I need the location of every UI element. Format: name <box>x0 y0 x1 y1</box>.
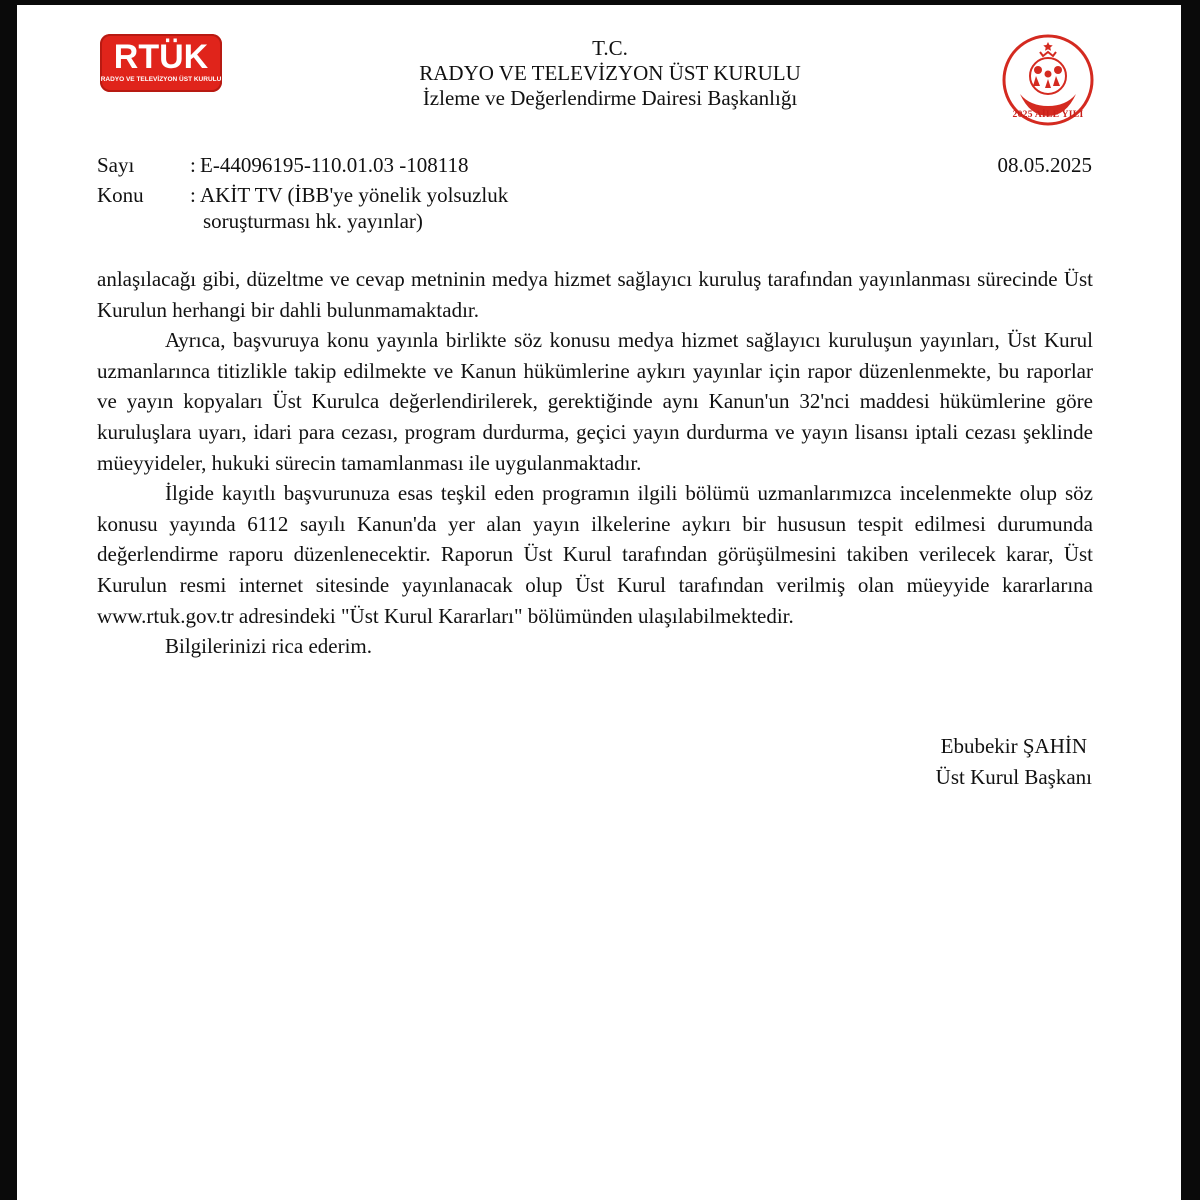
page-edge-left <box>0 0 17 1200</box>
sayi-value: E-44096195-110.01.03 -108118 <box>200 153 469 177</box>
paragraph-continuation: anlaşılacağı gibi, düzeltme ve cevap metninin medya hizmet sağlayıcı kuruluş tarafından yayınlanması sürecinde Üst Kurulun herhangi bir dahli bulunmamaktadır. <box>97 267 1093 322</box>
document-header <box>320 36 900 111</box>
rtuk-logo-subtitle: RADYO VE TELEVİZYON ÜST KURULU <box>100 76 222 83</box>
konu-value-line1: AKİT TV (İBB'ye yönelik yolsuzluk <box>200 183 509 207</box>
rtuk-logo-text: RTÜK <box>113 38 209 76</box>
konu-label: Konu <box>97 183 144 207</box>
konu-separator: : <box>190 183 196 207</box>
konu-value-line2: soruşturması hk. yayınlar) <box>203 209 423 233</box>
rtuk-logo <box>100 34 222 92</box>
header-line-department: İzleme ve Değerlendirme Dairesi Başkanlığı <box>422 86 798 110</box>
signatory-name: Ebubekir ŞAHİN <box>940 734 1088 758</box>
document-date: 08.05.2025 <box>997 153 1092 177</box>
document-meta <box>97 152 1092 233</box>
sayi-row <box>97 152 1092 182</box>
signature-block <box>936 731 1092 793</box>
page-edge-right <box>1181 0 1200 1200</box>
header-line-tc: T.C. <box>592 36 628 60</box>
paragraph-application: İlgide kayıtlı başvurunuza esas teşkil eden programın ilgili bölümü uzmanlarımızca incelenmekte olup söz konusu yayında 6112 sayılı Kanun'da yer alan yayın ilkelerine aykırı bir hususun tespit edilmesi durumunda değerlendirme raporu düzenlenecektir. Raporun Üst Kurul tarafından görüşülmesini takiben verilecek karar, Üst Kurulun resmi internet sitesinde yayınlanacak olup Üst Kurul tarafından verilmiş olan müeyyide kararlarına www.rtuk.gov.tr adresindeki "Üst Kurul Kararları" bölümünden ulaşılabilmektedir. <box>97 481 1093 628</box>
page-edge-top <box>0 0 1200 5</box>
sayi-label: Sayı <box>97 153 135 177</box>
letter-body <box>97 264 1093 662</box>
signatory-title: Üst Kurul Başkanı <box>935 765 1092 789</box>
paragraph-monitoring: Ayrıca, başvuruya konu yayınla birlikte söz konusu medya hizmet sağlayıcı kuruluşun yayınları, Üst Kurul uzmanlarınca titizlikle takip edilmekte ve Kanun hükümlerine aykırı yayınlar için rapor düzenlenmekte, bu raporlar ve yayın kopyaları Üst Kurulca değerlendirilerek, gerektiğinde aynı Kanun'un 32'nci maddesi hükümlerine göre kuruluşlara uyarı, idari para cezası, program durdurma, geçici yayın durdurma ve yayın lisansı iptali cezası şeklinde müeyyideler, hukuki sürecin tamamlanması ile uygulanmaktadır. <box>97 328 1093 475</box>
sayi-separator: : <box>190 153 196 177</box>
paragraph-closing: Bilgilerinizi rica ederim. <box>165 634 373 659</box>
header-line-institution: RADYO VE TELEVİZYON ÜST KURULU <box>419 61 801 85</box>
seal-year-label: 2025 AİLE YILI <box>1012 110 1084 120</box>
